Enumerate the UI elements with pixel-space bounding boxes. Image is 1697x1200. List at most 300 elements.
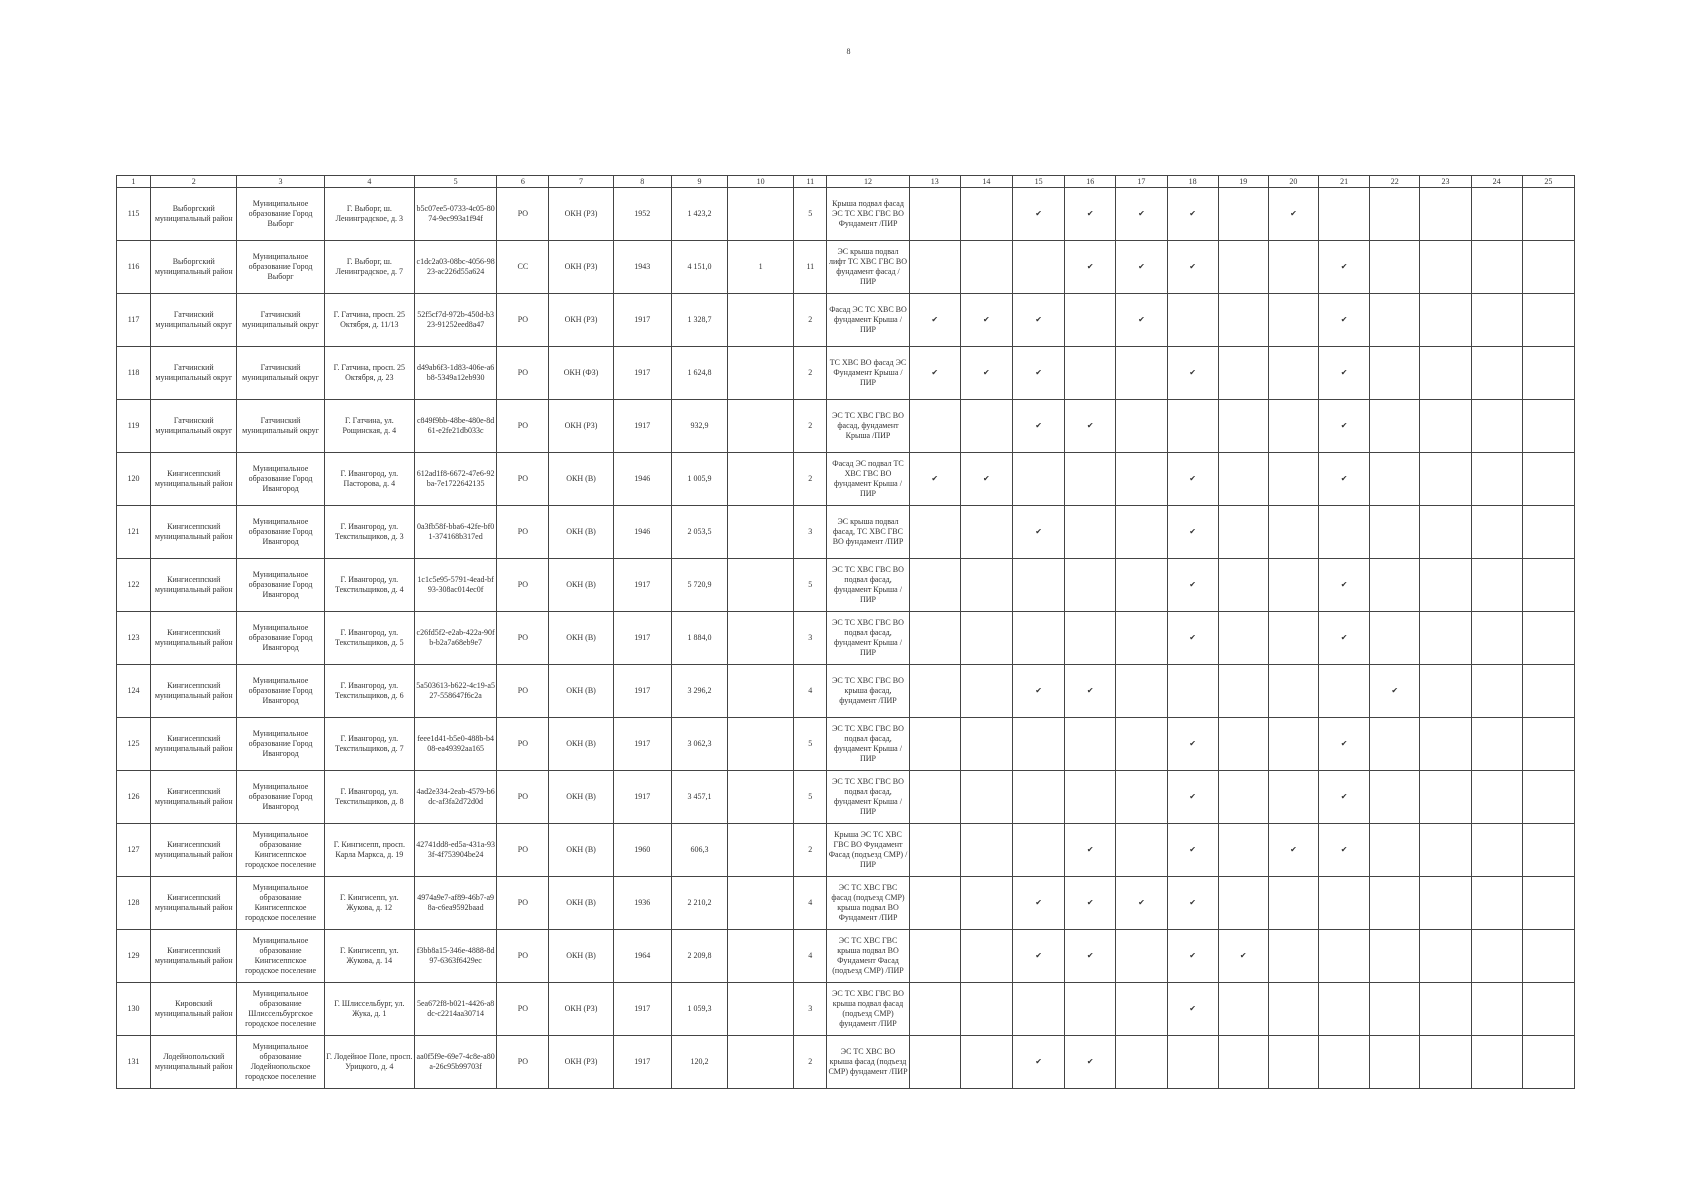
area-cell: 1 624,8 [671,347,727,400]
empty-cell [1420,612,1471,665]
ownership-cell: РО [497,400,549,453]
municipality-cell: Муниципальное образование Город Ивангород [237,559,324,612]
check-mark-icon: ✔ [1167,612,1218,665]
address-cell: Г. Выборг, ш. Ленинградское, д. 7 [324,241,414,294]
empty-cell [909,241,960,294]
empty-cell [1471,612,1522,665]
check-mark-icon: ✔ [1167,771,1218,824]
empty-cell [1370,453,1420,506]
empty-cell [1012,771,1064,824]
check-mark-icon: ✔ [1319,453,1370,506]
floors-cell: 2 [794,453,827,506]
works-cell: Крыша подвал фасад ЭС ТС ХВС ГВС ВО Фундамент /ПИР [827,188,909,241]
check-mark-icon: ✔ [1012,506,1064,559]
check-mark-icon: ✔ [1065,400,1116,453]
empty-cell [1471,665,1522,718]
empty-cell [1218,347,1268,400]
area-cell: 1 884,0 [671,612,727,665]
ownership-cell: РО [497,612,549,665]
empty-cell [1268,718,1318,771]
floors-cell: 2 [794,294,827,347]
year-cell: 1917 [613,612,671,665]
check-mark-icon: ✔ [1012,188,1064,241]
empty-cell [960,1036,1012,1089]
empty-cell [1319,665,1370,718]
column-10-cell: 1 [728,241,794,294]
row-number-cell: 124 [117,665,151,718]
empty-cell [1065,718,1116,771]
check-mark-icon: ✔ [1012,665,1064,718]
address-cell: Г. Кингисепп, ул. Жукова, д. 12 [324,877,414,930]
check-mark-icon: ✔ [1268,824,1318,877]
empty-cell [1167,1036,1218,1089]
empty-cell [1420,877,1471,930]
district-cell: Гатчинский муниципальный округ [151,400,237,453]
ownership-cell: РО [497,771,549,824]
empty-cell [1065,771,1116,824]
empty-cell [960,559,1012,612]
municipality-cell: Гатчинский муниципальный округ [237,347,324,400]
check-mark-icon: ✔ [1268,188,1318,241]
works-cell: ЭС ТС ХВС ГВС ВО фасад, фундамент Крыша /ПИР [827,400,909,453]
works-cell: ТС ХВС ВО фасад ЭС Фундамент Крыша /ПИР [827,347,909,400]
empty-cell [1218,771,1268,824]
municipality-cell: Муниципальное образование Кингисеппское городское поселение [237,824,324,877]
empty-cell [1116,771,1167,824]
year-cell: 1917 [613,294,671,347]
empty-cell [1420,559,1471,612]
empty-cell [1471,559,1522,612]
empty-cell [1471,188,1522,241]
column-header: 15 [1012,176,1064,188]
empty-cell [1370,824,1420,877]
empty-cell [1522,506,1574,559]
empty-cell [1268,453,1318,506]
empty-cell [1268,771,1318,824]
guid-cell: 5a503613-b622-4c19-a527-558647f6c2a [414,665,496,718]
column-10-cell [728,294,794,347]
guid-cell: 42741dd8-ed5a-431a-933f-4f753904be24 [414,824,496,877]
check-mark-icon: ✔ [1012,930,1064,983]
column-header: 8 [613,176,671,188]
check-mark-icon: ✔ [1319,718,1370,771]
empty-cell [1116,824,1167,877]
column-header: 12 [827,176,909,188]
empty-cell [1012,559,1064,612]
floors-cell: 2 [794,347,827,400]
area-cell: 120,2 [671,1036,727,1089]
empty-cell [1370,506,1420,559]
empty-cell [1420,824,1471,877]
empty-cell [960,718,1012,771]
empty-cell [1065,559,1116,612]
year-cell: 1917 [613,559,671,612]
guid-cell: c26fd5f2-e2ab-422a-90fb-b2a7a68eb9e7 [414,612,496,665]
check-mark-icon: ✔ [1116,877,1167,930]
ownership-cell: РО [497,559,549,612]
guid-cell: f3bb8a15-346e-4888-8d97-6363f6429ec [414,930,496,983]
row-number-cell: 125 [117,718,151,771]
heritage-status-cell: ОКН (В) [549,771,613,824]
works-cell: ЭС ТС ХВС ГВС фасад (подъезд СМР) крыша подвал ВО Фундамент /ПИР [827,877,909,930]
ownership-cell: РО [497,294,549,347]
heritage-status-cell: ОКН (В) [549,453,613,506]
empty-cell [1471,1036,1522,1089]
district-cell: Кингисеппский муниципальный район [151,506,237,559]
empty-cell [1420,1036,1471,1089]
guid-cell: 0a3fb58f-bba6-42fe-bf01-374168b317ed [414,506,496,559]
empty-cell [1370,877,1420,930]
empty-cell [1319,188,1370,241]
empty-cell [1522,771,1574,824]
empty-cell [1522,877,1574,930]
row-number-cell: 127 [117,824,151,877]
guid-cell: 52f5cf7d-972b-450d-b323-91252eed8a47 [414,294,496,347]
column-header: 18 [1167,176,1218,188]
empty-cell [960,400,1012,453]
area-cell: 1 059,3 [671,983,727,1036]
ownership-cell: РО [497,665,549,718]
check-mark-icon: ✔ [1012,347,1064,400]
table-row [117,347,1575,400]
check-mark-icon: ✔ [1319,241,1370,294]
column-header: 19 [1218,176,1268,188]
empty-cell [1471,506,1522,559]
empty-cell [1522,612,1574,665]
municipality-cell: Муниципальное образование Город Ивангород [237,612,324,665]
address-cell: Г. Гатчина, просп. 25 Октября, д. 23 [324,347,414,400]
empty-cell [960,241,1012,294]
check-mark-icon: ✔ [909,453,960,506]
column-header: 13 [909,176,960,188]
empty-cell [1116,1036,1167,1089]
table-row [117,294,1575,347]
empty-cell [909,400,960,453]
address-cell: Г. Гатчина, ул. Рощинская, д. 4 [324,400,414,453]
year-cell: 1946 [613,453,671,506]
works-cell: Фасад ЭС ТС ХВС ВО фундамент Крыша /ПИР [827,294,909,347]
district-cell: Кингисеппский муниципальный район [151,824,237,877]
empty-cell [1268,1036,1318,1089]
empty-cell [1218,188,1268,241]
check-mark-icon: ✔ [1012,294,1064,347]
check-mark-icon: ✔ [1065,930,1116,983]
ownership-cell: РО [497,453,549,506]
empty-cell [1471,930,1522,983]
table-row [117,718,1575,771]
empty-cell [1370,559,1420,612]
address-cell: Г. Гатчина, просп. 25 Октября, д. 11/13 [324,294,414,347]
address-cell: Г. Выборг, ш. Ленинградское, д. 3 [324,188,414,241]
column-10-cell [728,930,794,983]
district-cell: Кингисеппский муниципальный район [151,771,237,824]
check-mark-icon: ✔ [1065,188,1116,241]
empty-cell [1319,930,1370,983]
year-cell: 1917 [613,347,671,400]
empty-cell [1065,347,1116,400]
empty-cell [1268,612,1318,665]
check-mark-icon: ✔ [1167,930,1218,983]
empty-cell [1167,294,1218,347]
check-mark-icon: ✔ [1065,1036,1116,1089]
heritage-status-cell: ОКН (РЗ) [549,983,613,1036]
header-row [117,176,1575,188]
floors-cell: 4 [794,930,827,983]
year-cell: 1917 [613,718,671,771]
empty-cell [1471,294,1522,347]
guid-cell: 5ea672f8-b021-4426-a8dc-c2214aa30714 [414,983,496,1036]
works-cell: ЭС ТС ХВС ГВС ВО подвал фасад, фундамент Крыша /ПИР [827,559,909,612]
empty-cell [1218,612,1268,665]
empty-cell [960,612,1012,665]
heritage-status-cell: ОКН (РЗ) [549,294,613,347]
empty-cell [1268,665,1318,718]
ownership-cell: РО [497,188,549,241]
table-row [117,930,1575,983]
works-cell: ЭС ТС ХВС ГВС ВО крыша фасад, фундамент /ПИР [827,665,909,718]
empty-cell [1116,665,1167,718]
municipality-cell: Муниципальное образование Город Выборг [237,188,324,241]
empty-cell [1420,347,1471,400]
ownership-cell: РО [497,983,549,1036]
empty-cell [1268,983,1318,1036]
row-number-cell: 120 [117,453,151,506]
district-cell: Кингисеппский муниципальный район [151,877,237,930]
floors-cell: 2 [794,824,827,877]
row-number-cell: 116 [117,241,151,294]
row-number-cell: 115 [117,188,151,241]
table-row [117,1036,1575,1089]
table-row [117,612,1575,665]
empty-cell [909,983,960,1036]
check-mark-icon: ✔ [1167,453,1218,506]
column-header: 5 [414,176,496,188]
ownership-cell: РО [497,506,549,559]
guid-cell: c1dc2a03-08bc-4056-9823-ac226d55a624 [414,241,496,294]
heritage-status-cell: ОКН (В) [549,665,613,718]
empty-cell [1420,983,1471,1036]
empty-cell [1065,294,1116,347]
empty-cell [1012,241,1064,294]
empty-cell [1370,347,1420,400]
register-table [116,175,1575,1089]
empty-cell [1268,294,1318,347]
column-header: 14 [960,176,1012,188]
empty-cell [1268,241,1318,294]
guid-cell: c849f9bb-48be-480e-8d61-e2fe21db033c [414,400,496,453]
ownership-cell: РО [497,1036,549,1089]
empty-cell [960,930,1012,983]
check-mark-icon: ✔ [1319,347,1370,400]
empty-cell [1065,612,1116,665]
floors-cell: 3 [794,612,827,665]
area-cell: 2 210,2 [671,877,727,930]
table-row [117,400,1575,453]
check-mark-icon: ✔ [1167,877,1218,930]
empty-cell [1420,930,1471,983]
floors-cell: 4 [794,877,827,930]
year-cell: 1917 [613,665,671,718]
check-mark-icon: ✔ [1167,188,1218,241]
year-cell: 1917 [613,983,671,1036]
empty-cell [1167,400,1218,453]
heritage-status-cell: ОКН (В) [549,506,613,559]
empty-cell [1522,1036,1574,1089]
empty-cell [1116,400,1167,453]
empty-cell [909,665,960,718]
check-mark-icon: ✔ [960,347,1012,400]
address-cell: Г. Ивангород, ул. Текстильщиков, д. 4 [324,559,414,612]
district-cell: Гатчинский муниципальный округ [151,347,237,400]
check-mark-icon: ✔ [1065,665,1116,718]
empty-cell [960,824,1012,877]
heritage-status-cell: ОКН (В) [549,559,613,612]
column-header: 6 [497,176,549,188]
district-cell: Гатчинский муниципальный округ [151,294,237,347]
column-header: 10 [728,176,794,188]
empty-cell [1218,1036,1268,1089]
empty-cell [909,877,960,930]
column-header: 21 [1319,176,1370,188]
check-mark-icon: ✔ [1167,347,1218,400]
column-header: 7 [549,176,613,188]
column-10-cell [728,824,794,877]
empty-cell [909,718,960,771]
address-cell: Г. Кингисепп, просп. Карла Маркса, д. 19 [324,824,414,877]
empty-cell [1471,400,1522,453]
floors-cell: 5 [794,771,827,824]
heritage-status-cell: ОКН (РЗ) [549,1036,613,1089]
works-cell: ЭС ТС ХВС ГВС ВО крыша подвал фасад (подъезд СМР) фундамент /ПИР [827,983,909,1036]
check-mark-icon: ✔ [1167,506,1218,559]
column-header: 4 [324,176,414,188]
empty-cell [1218,294,1268,347]
guid-cell: feee1d41-b5e0-488b-b408-ea49392aa165 [414,718,496,771]
empty-cell [1522,294,1574,347]
empty-cell [1420,188,1471,241]
empty-cell [1012,612,1064,665]
empty-cell [1218,877,1268,930]
check-mark-icon: ✔ [1319,612,1370,665]
column-header: 16 [1065,176,1116,188]
works-cell: ЭС ТС ХВС ГВС крыша подвал ВО Фундамент Фасад (подъезд СМР) /ПИР [827,930,909,983]
row-number-cell: 122 [117,559,151,612]
guid-cell: 4ad2e334-2eab-4579-b6dc-af3fa2d72d0d [414,771,496,824]
check-mark-icon: ✔ [1116,294,1167,347]
heritage-status-cell: ОКН (В) [549,612,613,665]
empty-cell [960,771,1012,824]
empty-cell [909,506,960,559]
empty-cell [1370,718,1420,771]
empty-cell [1319,506,1370,559]
row-number-cell: 117 [117,294,151,347]
column-10-cell [728,665,794,718]
floors-cell: 5 [794,559,827,612]
district-cell: Кингисеппский муниципальный район [151,665,237,718]
empty-cell [1319,1036,1370,1089]
district-cell: Кингисеппский муниципальный район [151,930,237,983]
area-cell: 2 053,5 [671,506,727,559]
column-10-cell [728,559,794,612]
column-header: 17 [1116,176,1167,188]
guid-cell: d49ab6f3-1d83-406e-a6b8-5349a12eb930 [414,347,496,400]
empty-cell [1218,559,1268,612]
empty-cell [909,930,960,983]
district-cell: Выборгский муниципальный район [151,241,237,294]
heritage-status-cell: ОКН (В) [549,718,613,771]
district-cell: Кингисеппский муниципальный район [151,718,237,771]
works-cell: ЭС ТС ХВС ГВС ВО подвал фасад, фундамент Крыша /ПИР [827,612,909,665]
check-mark-icon: ✔ [1319,771,1370,824]
check-mark-icon: ✔ [1012,1036,1064,1089]
municipality-cell: Муниципальное образование Город Ивангород [237,718,324,771]
empty-cell [1370,771,1420,824]
address-cell: Г. Ивангород, ул. Текстильщиков, д. 7 [324,718,414,771]
empty-cell [1522,824,1574,877]
empty-cell [1420,453,1471,506]
municipality-cell: Гатчинский муниципальный округ [237,400,324,453]
heritage-status-cell: ОКН (В) [549,877,613,930]
empty-cell [1522,347,1574,400]
row-number-cell: 118 [117,347,151,400]
empty-cell [960,983,1012,1036]
column-10-cell [728,1036,794,1089]
year-cell: 1943 [613,241,671,294]
empty-cell [1420,665,1471,718]
check-mark-icon: ✔ [1167,824,1218,877]
row-number-cell: 129 [117,930,151,983]
district-cell: Кировский муниципальный район [151,983,237,1036]
empty-cell [960,665,1012,718]
page-number: 8 [846,47,851,56]
empty-cell [1370,1036,1420,1089]
empty-cell [1370,241,1420,294]
guid-cell: 1c1c5e95-5791-4ead-bf93-308ac014ec0f [414,559,496,612]
empty-cell [1012,718,1064,771]
empty-cell [1370,294,1420,347]
year-cell: 1917 [613,1036,671,1089]
empty-cell [1116,559,1167,612]
empty-cell [1116,718,1167,771]
empty-cell [1012,824,1064,877]
column-header: 23 [1420,176,1471,188]
municipality-cell: Муниципальное образование Кингисеппское городское поселение [237,877,324,930]
year-cell: 1936 [613,877,671,930]
area-cell: 5 720,9 [671,559,727,612]
empty-cell [1420,718,1471,771]
floors-cell: 5 [794,188,827,241]
ownership-cell: РО [497,347,549,400]
heritage-status-cell: ОКН (РЗ) [549,241,613,294]
area-cell: 3 296,2 [671,665,727,718]
year-cell: 1917 [613,400,671,453]
heritage-status-cell: ОКН (РЗ) [549,400,613,453]
empty-cell [960,506,1012,559]
ownership-cell: РО [497,877,549,930]
table-row [117,824,1575,877]
table-row [117,241,1575,294]
floors-cell: 3 [794,983,827,1036]
empty-cell [1471,771,1522,824]
floors-cell: 2 [794,400,827,453]
column-10-cell [728,188,794,241]
check-mark-icon: ✔ [1012,877,1064,930]
district-cell: Кингисеппский муниципальный район [151,612,237,665]
guid-cell: aa0f5f9e-69e7-4c8e-a80a-26c95b99703f [414,1036,496,1089]
empty-cell [1167,665,1218,718]
area-cell: 932,9 [671,400,727,453]
year-cell: 1952 [613,188,671,241]
